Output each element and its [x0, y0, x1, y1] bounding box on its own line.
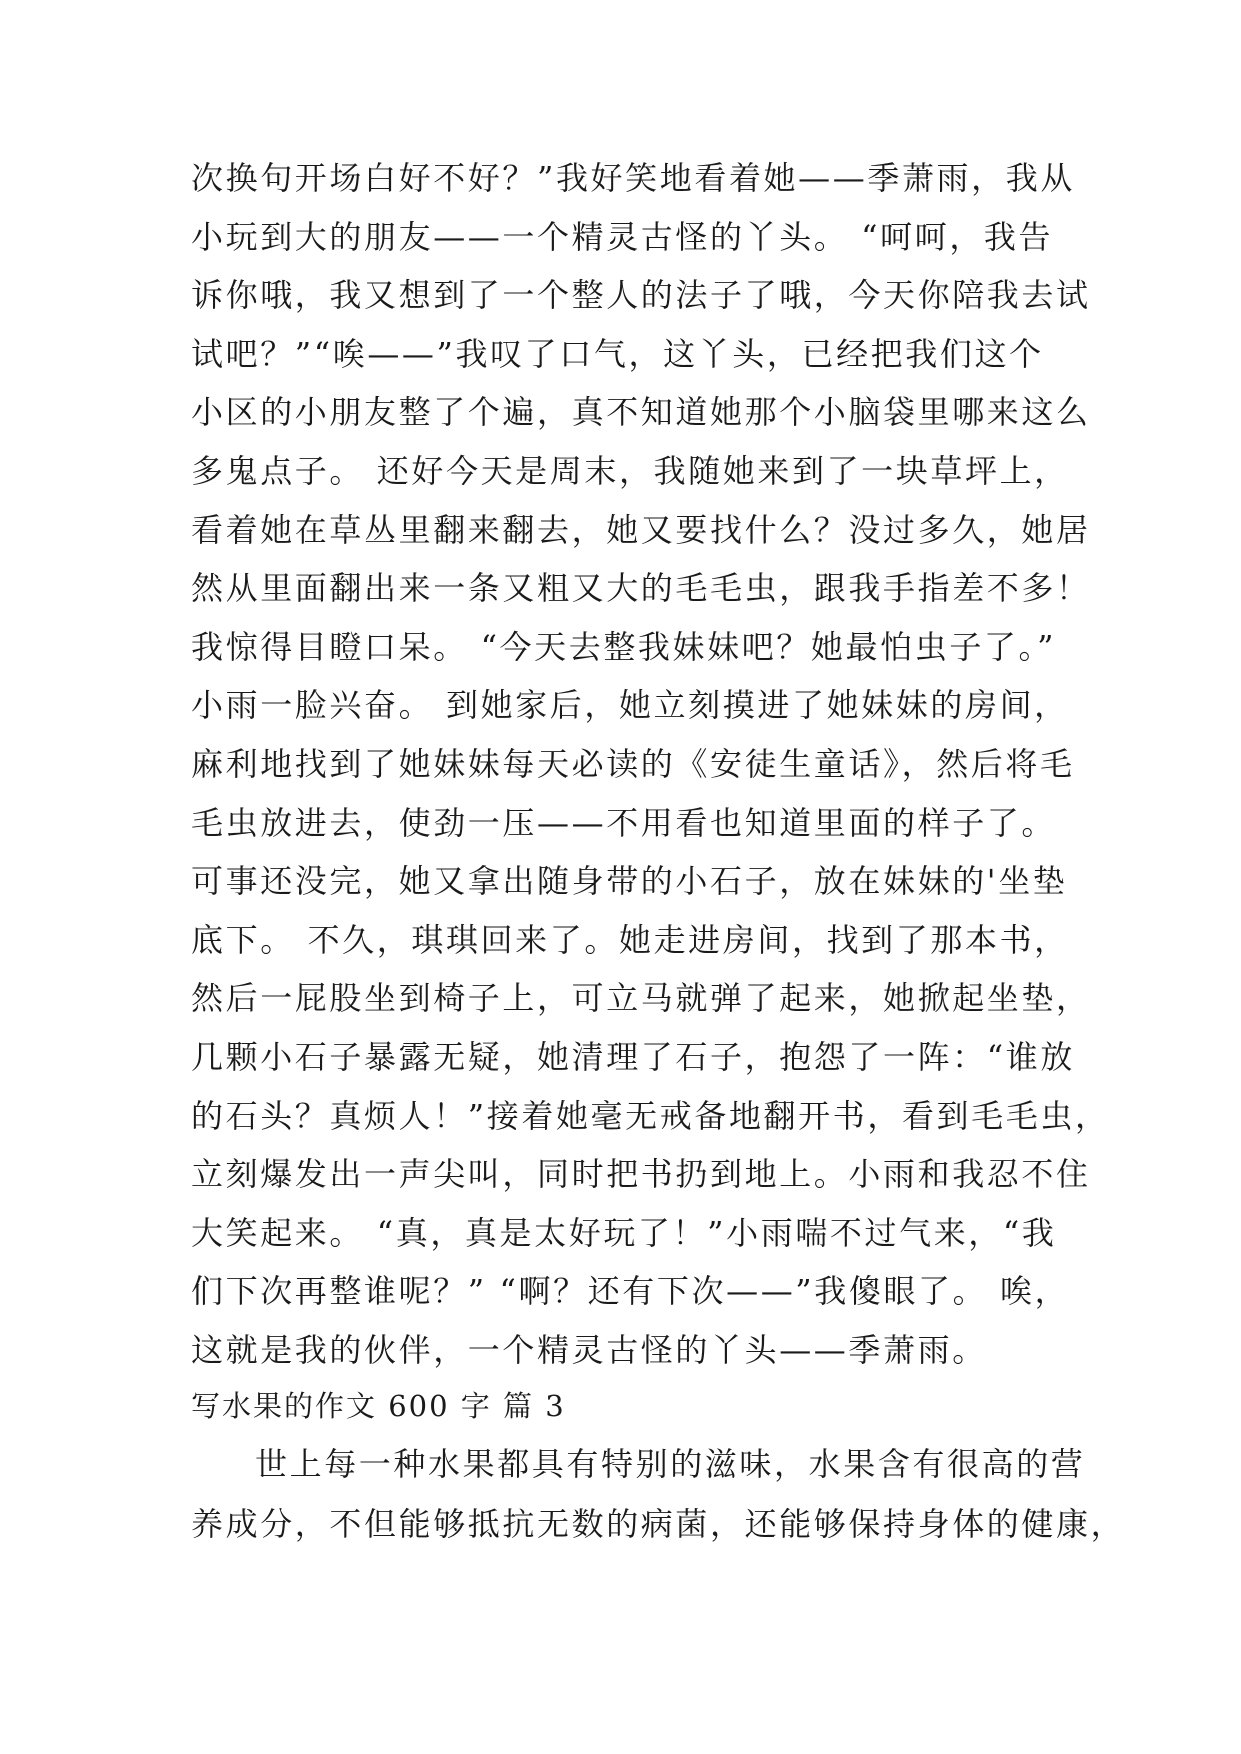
text-line: 小玩到大的朋友——一个精灵古怪的丫头。 “呵呵，我告 — [191, 217, 1054, 256]
essay-paragraph-2 — [191, 1434, 1126, 1554]
text-line: 试吧？”“唉——”我叹了口气，这丫头，已经把我们这个 — [191, 334, 1044, 373]
text-line: 小区的小朋友整了个遍，真不知道她那个小脑袋里哪来这么 — [191, 393, 1091, 432]
text-line: 这就是我的伙伴，一个精灵古怪的丫头——季萧雨。 — [191, 1330, 987, 1369]
text-line: 麻利地找到了她妹妹每天必读的《安徒生童话》，然后将毛 — [191, 744, 1075, 783]
text-line: 多鬼点子。 还好今天是周末，我随她来到了一块草坪上， — [191, 451, 1069, 490]
text-line: 立刻爆发出一声尖叫，同时把书扔到地上。小雨和我忍不住 — [191, 1155, 1091, 1194]
text-line: 大笑起来。 “真，真是太好玩了！”小雨喘不过气来，“我 — [191, 1213, 1057, 1252]
text-line: 我惊得目瞪口呆。 “今天去整我妹妹吧？她最怕虫子了。” — [191, 627, 1057, 666]
essay-paragraph — [191, 149, 1110, 1379]
text-line: 几颗小石子暴露无疑，她清理了石子，抱怨了一阵：“谁放 — [191, 1037, 1075, 1076]
section-heading: 写水果的作文 600 字 篇 3 — [191, 1389, 566, 1423]
text-line: 世上每一种水果都具有特别的滋味，水果含有很高的营 — [255, 1445, 1086, 1483]
text-line: 养成分，不但能够抵抗无数的病菌，还能够保持身体的健康， — [191, 1505, 1126, 1543]
text-line: 小雨一脸兴奋。 到她家后，她立刻摸进了她妹妹的房间， — [191, 686, 1069, 725]
text-line: 次换句开场白好不好？”我好笑地看着她——季萧雨，我从 — [191, 159, 1075, 197]
text-line: 看着她在草丛里翻来翻去，她又要找什么？没过多久，她居 — [191, 510, 1091, 549]
text-line: 们下次再整谁呢？” “啊？还有下次——”我傻眼了。 唉， — [191, 1272, 1070, 1311]
text-line: 可事还没完，她又拿出随身带的小石子，放在妹妹的'坐垫 — [191, 862, 1068, 901]
text-line: 诉你哦，我又想到了一个整人的法子了哦，今天你陪我去试 — [191, 276, 1091, 315]
text-line: 底下。 不久，琪琪回来了。她走进房间，找到了那本书， — [191, 920, 1069, 959]
text-line: 的石头？真烦人！”接着她毫无戒备地翻开书，看到毛毛虫， — [191, 1096, 1110, 1135]
text-line: 然从里面翻出来一条又粗又大的毛毛虫，跟我手指差不多！ — [191, 569, 1091, 608]
text-line: 然后一屁股坐到椅子上，可立马就弹了起来，她掀起坐垫， — [191, 979, 1091, 1018]
text-line: 毛虫放进去，使劲一压——不用看也知道里面的样子了。 — [191, 803, 1057, 842]
